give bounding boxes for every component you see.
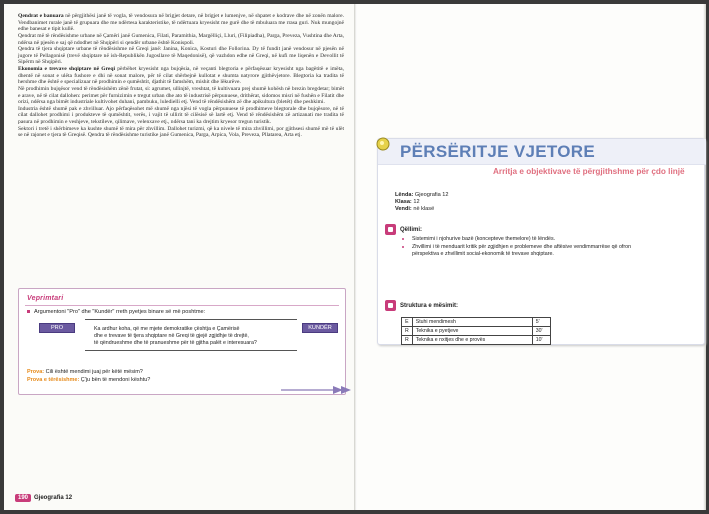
page-number: 190 <box>15 494 31 502</box>
paragraph <box>18 86 344 106</box>
paragraph-text: Sektori i tretë i shërbimeve ka kushte shumë të mira për zhvillim. Dallohet turizmi, që ka nivele të mira zhvillimi, por gjithsesi shumë më të ulët se në rajonet e tjera të Greqisë. Qendra të rëndësishme turistike janë Gumenica, Parga, Arpica, Vola, Preveza, Pllatarea, Arta etj. <box>18 125 344 139</box>
question-text: Ç'ju bën të mendoni kështu? <box>79 377 151 383</box>
paragraph-text: Industria është shumë pak e zhvilluar. Ajo përfaqësohet më shumë nga njësi të vogla përpunuese të prodhimeve blegtorale dhe bujqësore, në të cilat dallohet prodhimi i produkteve të qumështit, verës, i vajit të ullirit të cilësisë së lartë etj. Vend të rëndësishëm zë artizanati me tradita të pasura në prodhimin e veshjeve, tekstileve, qilimave, velenxave etj., ndërsa tani ka drejtim kryesor tregun turistik. <box>18 105 344 125</box>
page-title: PËRSËRITJE VJETORE <box>400 142 595 161</box>
paragraph-text: përbëhet kryesisht nga bujqësia, në veçanti blegtoria e përfaqësuar kryesisht nga bagëtitë e imëta, dhentë në sonat e ulëta fushore e dhi në sonat malore, për të cilat shërbejnë kullotat e shumta natyrore gjithëvjetore. Blegtoria ka tradita të hershme dhe është e specializuar në prodhimin e qumështit, djathit të famshëm, mishit dhe lëkurëve. <box>18 66 344 86</box>
activity-box <box>18 288 346 395</box>
square-bullet-icon <box>27 310 30 313</box>
left-page <box>4 4 356 510</box>
reflection-question <box>27 369 143 375</box>
meta-label: Vendi: <box>395 206 412 212</box>
table-row <box>402 336 551 345</box>
page-subtitle: Arritja e objektivave të përgjithshme për çdo linjë <box>493 167 685 176</box>
paragraph <box>18 46 344 66</box>
reflection-question <box>27 377 150 383</box>
bullet-icon <box>402 238 404 240</box>
meta-label: Klasa: <box>395 199 412 205</box>
place-line <box>395 206 434 212</box>
paragraph <box>18 13 344 33</box>
table-cell: Stuhi mendimesh <box>412 318 532 327</box>
paragraph-text: Në prodhimin bujqësor vend të rëndësishëm zënë frutat, si: agrumet, ullinjtë, vreshtat, të kultivuara prej shumë kohësh në brezin bregdetar; bimët e arave, në të cilat dallohen: perimet për furnizimin e tregut urban dhe ato të industrisë përpunuese, drithërat, sidomos misri në fushën e Filatit dhe orizi, ndërsa nga bimët industriale kultivohet duhani, pambuku, luledielli etj. Vend të rëndësishëm zë dhe apikultura (bletët) dhe peshkimi. <box>18 85 344 106</box>
divider <box>25 305 339 306</box>
bullet-icon <box>402 246 404 248</box>
question-line: të qëndrueshme dhe të pranueshme për të gjitha palët e interesuara? <box>94 340 257 346</box>
paragraph-lead: Ekonomia e trevave shqiptare në Greqi <box>18 66 116 72</box>
goal-item-continued: përspektiva e zhvillimit social-ekonomik të trevave shqiptare. <box>412 251 554 257</box>
table-cell: Teknika e nxitjes dhe e provës <box>412 336 532 345</box>
goal-item <box>402 236 555 242</box>
paragraph <box>18 126 344 139</box>
paragraph <box>18 33 344 46</box>
structure-icon <box>385 300 396 311</box>
subject-line <box>395 192 449 198</box>
table-cell: E <box>402 318 413 327</box>
meta-value: në klasë <box>413 206 435 212</box>
table-row <box>402 327 551 336</box>
class-line <box>395 199 420 205</box>
pro-tag: PRO <box>39 323 75 333</box>
meta-value: 12 <box>413 199 420 205</box>
table-cell: 30' <box>532 327 550 336</box>
arrow-icon <box>281 385 351 395</box>
structure-table <box>401 317 551 345</box>
meta-value: Gjeografia 12 <box>414 192 449 198</box>
table-cell: R <box>402 327 413 336</box>
structure-title: Struktura e mësimit: <box>400 303 459 309</box>
table-cell: R <box>402 336 413 345</box>
activity-title: Veprimtari <box>27 295 64 302</box>
body-text <box>18 13 344 139</box>
question-label: Prova e tërësishme: <box>27 377 80 383</box>
paragraph-text: Qendrat më të rëndësishme urbane në Çamëri janë Gumenica, Filati, Paramithia, Margëlliçi, Lluri, (Filipiadha), Parga, Preveza, Vushtina dhe Arta, ndërsa në pjesën e saj që ndodhet në Shqipëri si qendër urbane është Konispoli. <box>18 32 344 46</box>
goal-text: Sistemimi i njohurive bazë (koncepteve themelore) të lëndës. <box>412 236 556 242</box>
pushpin-icon <box>374 135 392 153</box>
lesson-card <box>377 138 705 345</box>
question-line: dhe e trevave të tjera shqiptare në Greqi të gjejë zgjidhje të drejtë, <box>94 333 249 339</box>
paragraph-lead: Qendrat e banuara <box>18 13 64 19</box>
table-row <box>402 318 551 327</box>
question-text: Cili është mendimi juaj për këtë mësim? <box>44 369 143 375</box>
paragraph <box>18 66 344 86</box>
paragraph <box>18 106 344 126</box>
right-page <box>357 4 706 510</box>
paragraph-text: Qendra të tjera shqiptare urbane të rëndësishme në Greqi janë: Janina, Konica, Kosturi dhe Follorina. Dy të fundit janë vendosur në pjesën në jugore të Pellagonisë (trevë shqiptare në ish-Republikën Jugosllave të Maqedonisë), që vazhdon edhe në Greqi, në kufi me liqenën e Devollit të Sipërm në Shqipëri. <box>18 46 344 66</box>
task-text: Argumentoni "Pro" dhe "Kundër" rreth pyetjes binare së më poshtme: <box>34 309 206 315</box>
question-line: Ka ardhur koha, që me mjete demokratike çështja e Çamërisë <box>94 326 240 332</box>
meta-label: Lënda: <box>395 192 414 198</box>
page-footer <box>15 494 72 502</box>
table-cell: 10' <box>532 336 550 345</box>
question-label: Prova: <box>27 369 45 375</box>
goal-title: Qëllimi: <box>400 227 423 233</box>
table-cell: Teknika e pyetjeve <box>412 327 532 336</box>
goal-icon <box>385 224 396 235</box>
goal-item <box>402 244 631 250</box>
kunder-tag: KUNDËR <box>302 323 338 333</box>
goal-text: Zhvillimi i të menduarit kritik për zgjidhjen e problemeve dhe aftësive vendimmarrëse që ofron <box>412 244 632 250</box>
table-cell: 5' <box>532 318 550 327</box>
activity-task <box>27 309 205 315</box>
paragraph-text: në përgjithësi janë të vogla, të vendosura në brigjet detare, në brigjet e lumenjve, në shpatet e kodrave dhe në zonën malore. Vendbanimet rurale janë të grupuara dhe me ndërtesa karakteristike, të ndërtuara kryesisht me gurë dhe të mbuluara me rrasa guri. Nuk mungojnë edhe banesat e tipit kullë. <box>18 13 344 33</box>
book-title: Gjeografia 12 <box>34 495 73 501</box>
